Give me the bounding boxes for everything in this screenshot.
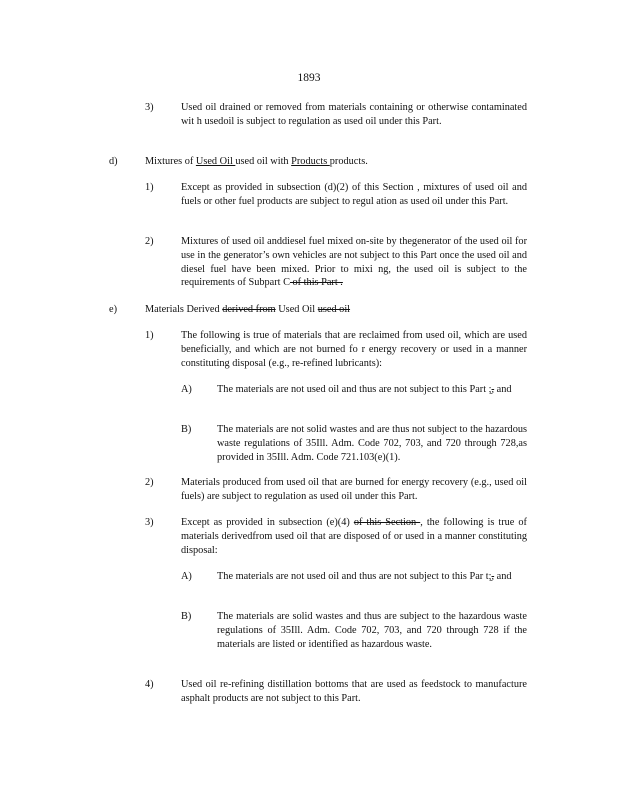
paragraph-e3a: [217, 570, 527, 584]
deleted-text: of this Section: [353, 517, 421, 528]
paragraph-e2: Materials produced from used oil that are burned for energy recovery (e.g., used oil fuels) are subject to regulation as used oil under this Part.: [181, 477, 527, 502]
inserted-text: ;: [488, 571, 492, 582]
deleted-text: ,: [491, 384, 495, 395]
paragraph-e1b: The materials are not solid wastes and are thus not subject to the hazardous waste regulations of 35Ill. Adm. Code 702, 703, and 720 through 728,as provided in 35Ill. Adm. Code 721.103(e)(1).: [217, 424, 527, 463]
heading-text: Used Oil: [275, 304, 318, 315]
item-label: 1): [145, 182, 154, 193]
paragraph-e3b: The materials are solid wastes and thus are subject to the hazardous waste regulations of 35Ill. Adm. Code 702, 703, and 720 through 728 if the materials are listed or identified as hazardous waste.: [217, 611, 527, 650]
heading-text: used oil with: [235, 156, 292, 167]
item-label: B): [181, 424, 192, 435]
paragraph-e4: Used oil re-refining distillation bottoms that are used as feedstock to manufacture asphalt products are not subject to this Part.: [181, 679, 527, 704]
paragraph-c3: Used oil drained or removed from materials containing or otherwise contaminated wit h usedoil is subject to regulation as used oil under this Part.: [181, 102, 527, 127]
item-label: A): [181, 571, 192, 582]
inserted-text: ;: [488, 384, 492, 395]
inserted-text: Used Oil: [195, 156, 236, 167]
item-label: 1): [145, 330, 154, 341]
item-label: 4): [145, 679, 154, 690]
item-label: 2): [145, 236, 154, 247]
paragraph-text: The materials are not used oil and thus are not subject to this Part: [217, 384, 489, 395]
item-label: 3): [145, 102, 154, 113]
paragraph-text: The materials are not used oil and thus are not subject to this Par t: [217, 571, 489, 582]
paragraph-text: and: [494, 571, 512, 582]
item-label: A): [181, 384, 192, 395]
paragraph-text: and: [494, 384, 512, 395]
section-heading-d: [145, 155, 525, 169]
heading-text: products.: [329, 156, 368, 167]
paragraph-e3: [181, 516, 527, 557]
paragraph-text: Mixtures of used oil anddiesel fuel mixed on-site by thegenerator of the used oil for use in the generator’s own vehicles are not subject to this Part once the used oil and diesel fuel have been mixed. Prior to mixi ng, the used oil is subject to the requirements of Subpart C: [181, 236, 527, 289]
paragraph-e1: The following is true of materials that are reclaimed from used oil, which are used beneficially, and which are not burned fo r energy recovery or used in a manner constituting disposal (e.g., re-refined lubricants):: [181, 330, 527, 369]
paragraph-text: Except as provided in subsection (e)(4): [181, 517, 354, 528]
paragraph-d1: Except as provided in subsection (d)(2) of this Section , mixtures of used oil and fuels or other fuel products are subject to regul ation as used oil under this Part.: [181, 182, 527, 207]
item-label: 3): [145, 517, 154, 528]
section-label-e: e): [109, 304, 117, 315]
heading-text: Mixtures of: [145, 156, 196, 167]
paragraph-text: , the following is true of materials derivedfrom used oil that are disposed of or used in a manner constituting disposal:: [181, 517, 527, 556]
deleted-text: of this Part .: [289, 277, 343, 289]
deleted-text: ,: [491, 571, 495, 582]
heading-text: Materials Derived: [145, 304, 223, 315]
item-label: 2): [145, 477, 154, 488]
item-label: B): [181, 611, 192, 622]
section-heading-e: [145, 303, 525, 317]
inserted-text: Products: [291, 156, 330, 167]
deleted-text: used oil: [317, 304, 351, 315]
page-number: 1893: [297, 72, 321, 84]
section-label-d: d): [109, 156, 118, 167]
deleted-text: derived from: [222, 304, 276, 315]
paragraph-d2: [181, 235, 527, 290]
paragraph-e1a: [217, 383, 527, 397]
